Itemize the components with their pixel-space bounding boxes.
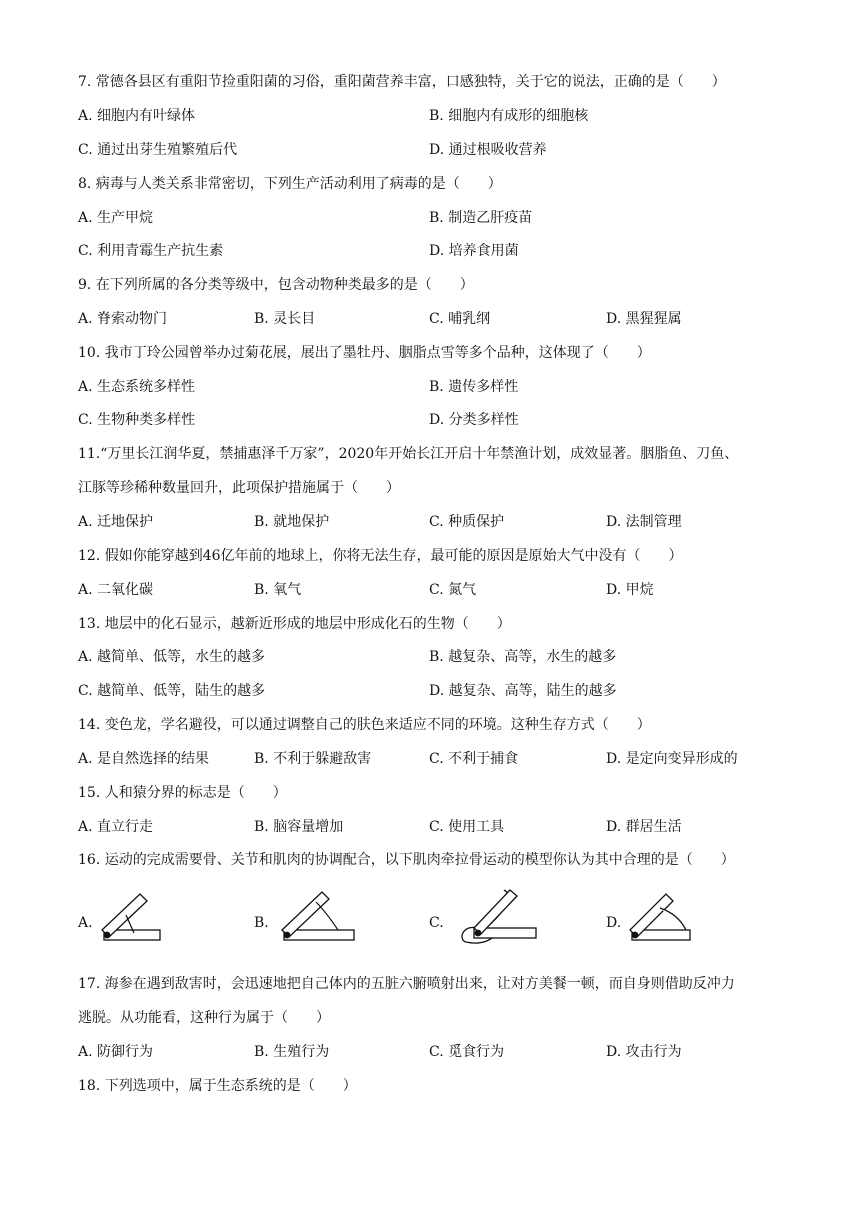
question-18-stem: 18. 下列选项中，属于生态系统的是（ ） bbox=[78, 1078, 357, 1094]
q10-option-d: D. 分类多样性 bbox=[429, 412, 519, 428]
q10-option-b: B. 遗传多样性 bbox=[429, 379, 519, 395]
q16-option-b-diagram bbox=[276, 888, 358, 948]
q9-option-a: A. 脊索动物门 bbox=[78, 311, 168, 327]
q16-option-b-label: B. bbox=[254, 915, 269, 931]
q16-option-c-label: C. bbox=[429, 915, 444, 931]
q17-option-c: C. 觅食行为 bbox=[429, 1044, 505, 1060]
q12-option-a: A. 二氧化碳 bbox=[78, 582, 154, 598]
question-12-stem: 12. 假如你能穿越到46亿年前的地球上，你将无法生存，最可能的原因是原始大气中没有（ ） bbox=[78, 548, 683, 564]
question-9-stem: 9. 在下列所属的各分类等级中，包含动物种类最多的是（ ） bbox=[78, 277, 474, 293]
question-17-stem: 17. 海参在遇到敌害时，会迅速地把自己体内的五脏六腑喷射出来，让对方美餐一顿，而自身则借助反冲力 bbox=[78, 976, 735, 992]
q14-option-b: B. 不利于躲避敌害 bbox=[254, 751, 372, 767]
q7-option-d: D. 通过根吸收营养 bbox=[429, 142, 547, 158]
question-7-stem: 7. 常德各县区有重阳节捡重阳菌的习俗，重阳菌营养丰富，口感独特，关于它的说法，正确的是（ ） bbox=[78, 74, 726, 90]
q16-option-a-diagram bbox=[96, 888, 166, 948]
q11-option-b: B. 就地保护 bbox=[254, 514, 330, 530]
q14-option-d: D. 是定向变异形成的 bbox=[606, 751, 738, 767]
q14-option-c: C. 不利于捕食 bbox=[429, 751, 519, 767]
q11-option-c: C. 种质保护 bbox=[429, 514, 505, 530]
q16-option-c-diagram bbox=[454, 884, 544, 950]
q17-option-b: B. 生殖行为 bbox=[254, 1044, 330, 1060]
q16-option-d-label: D. bbox=[606, 915, 622, 931]
q9-option-c: C. 哺乳纲 bbox=[429, 311, 491, 327]
q15-option-a: A. 直立行走 bbox=[78, 819, 154, 835]
q9-option-d: D. 黑猩猩属 bbox=[606, 311, 682, 327]
q13-option-d: D. 越复杂、高等，陆生的越多 bbox=[429, 683, 617, 699]
q9-option-b: B. 灵长目 bbox=[254, 311, 316, 327]
q12-option-d: D. 甲烷 bbox=[606, 582, 654, 598]
q11-option-d: D. 法制管理 bbox=[606, 514, 682, 530]
q16-option-a-label: A. bbox=[78, 915, 93, 931]
q11-option-a: A. 迁地保护 bbox=[78, 514, 154, 530]
q17-option-a: A. 防御行为 bbox=[78, 1044, 154, 1060]
question-14-stem: 14. 变色龙，学名避役，可以通过调整自己的肤色来适应不同的环境。这种生存方式（ ） bbox=[78, 717, 651, 733]
q15-option-c: C. 使用工具 bbox=[429, 819, 505, 835]
question-13-stem: 13. 地层中的化石显示，越新近形成的地层中形成化石的生物（ ） bbox=[78, 616, 511, 632]
q14-option-a: A. 是自然选择的结果 bbox=[78, 751, 210, 767]
q8-option-b: B. 制造乙肝疫苗 bbox=[429, 210, 533, 226]
q8-option-d: D. 培养食用菌 bbox=[429, 243, 519, 259]
q13-option-b: B. 越复杂、高等，水生的越多 bbox=[429, 649, 617, 665]
q7-option-a: A. 细胞内有叶绿体 bbox=[78, 108, 196, 124]
q13-option-a: A. 越简单、低等，水生的越多 bbox=[78, 649, 266, 665]
question-10-stem: 10. 我市丁玲公园曾举办过菊花展，展出了墨牡丹、胭脂点雪等多个品种，这体现了（ ） bbox=[78, 345, 651, 361]
q10-option-a: A. 生态系统多样性 bbox=[78, 379, 196, 395]
q8-option-c: C. 利用青霉生产抗生素 bbox=[78, 243, 224, 259]
q13-option-c: C. 越简单、低等，陆生的越多 bbox=[78, 683, 266, 699]
q7-option-b: B. 细胞内有成形的细胞核 bbox=[429, 108, 589, 124]
question-17-stem-continued: 逃脱。从功能看，这种行为属于（ ） bbox=[78, 1010, 330, 1026]
q7-option-c: C. 通过出芽生殖繁殖后代 bbox=[78, 142, 238, 158]
q17-option-d: D. 攻击行为 bbox=[606, 1044, 682, 1060]
question-8-stem: 8. 病毒与人类关系非常密切，下列生产活动利用了病毒的是（ ） bbox=[78, 176, 502, 192]
q12-option-b: B. 氧气 bbox=[254, 582, 302, 598]
question-16-stem: 16. 运动的完成需要骨、关节和肌肉的协调配合，以下肌肉牵拉骨运动的模型你认为其中合理的是（ ） bbox=[78, 852, 735, 868]
q8-option-a: A. 生产甲烷 bbox=[78, 210, 154, 226]
question-15-stem: 15. 人和猿分界的标志是（ ） bbox=[78, 785, 287, 801]
q10-option-c: C. 生物种类多样性 bbox=[78, 412, 196, 428]
q15-option-b: B. 脑容量增加 bbox=[254, 819, 344, 835]
q16-option-d-diagram bbox=[624, 888, 696, 948]
q12-option-c: C. 氮气 bbox=[429, 582, 477, 598]
question-11-stem: 11.“万里长江润华夏，禁捕惠泽千万家”，2020年开始长江开启十年禁渔计划，成效显著。胭脂鱼、刀鱼、 bbox=[78, 446, 739, 462]
question-11-stem-continued: 江豚等珍稀种数量回升，此项保护措施属于（ ） bbox=[78, 480, 400, 496]
q15-option-d: D. 群居生活 bbox=[606, 819, 682, 835]
